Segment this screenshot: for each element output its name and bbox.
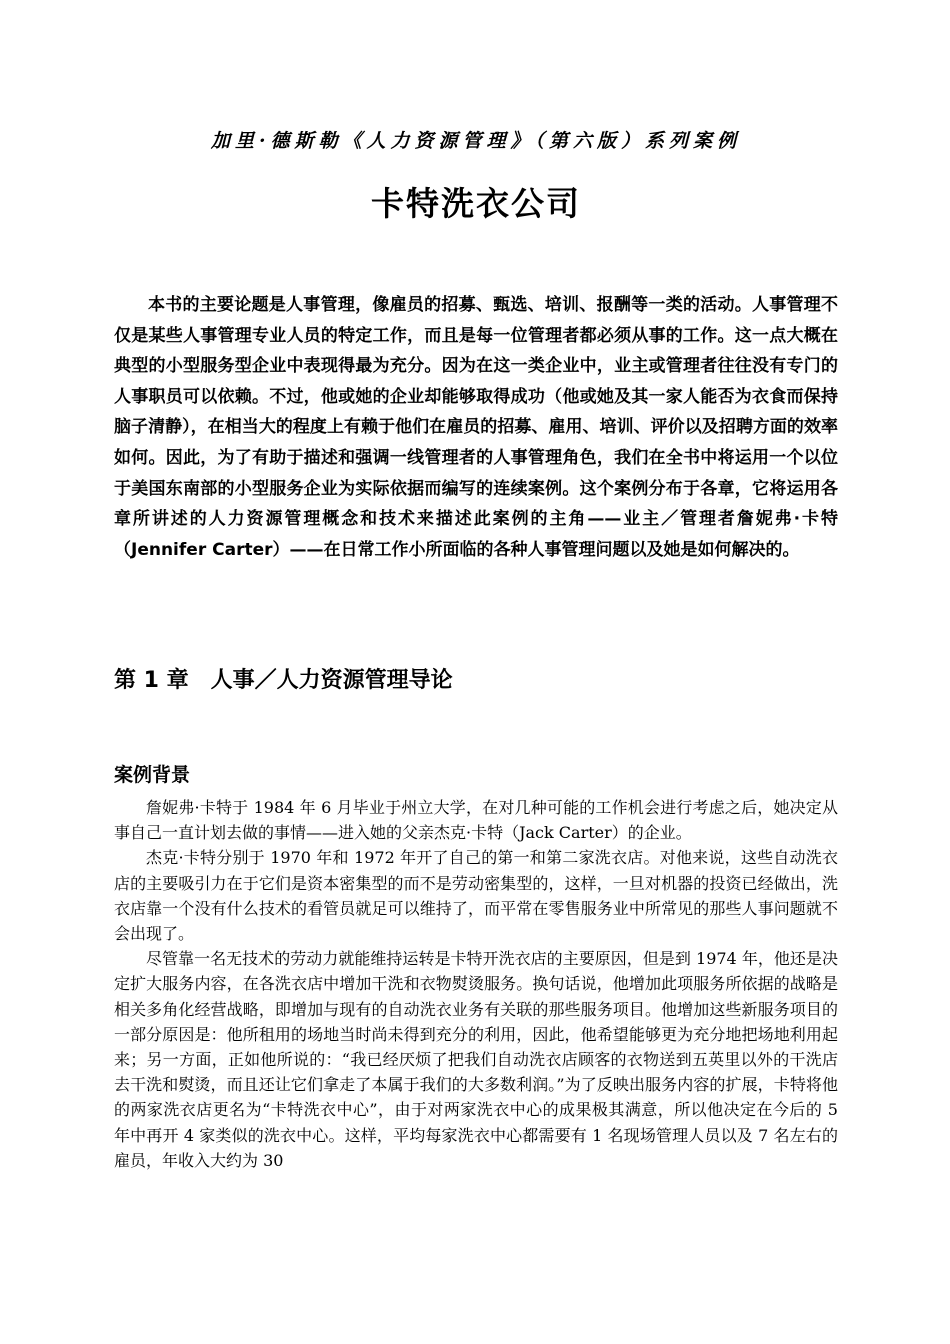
case-title: 卡特洗衣公司: [371, 184, 581, 223]
body-paragraph: 詹妮弗·卡特于 1984 年 6 月毕业于州立大学，在对几种可能的工作机会进行考虑之后，她决定从事自己一直计划去做的事情——进入她的父亲杰克·卡特（Jack Carter）的企业。: [114, 798, 838, 843]
body-paragraph: 杰克·卡特分别于 1970 年和 1972 年开了自己的第一和第二家洗衣店。对他来说，这些自动洗衣店的主要吸引力在于它们是资本密集型的而不是劳动密集型的，这样，一旦对机器的投资已经做出，洗衣店靠一个没有什么技术的看管员就足可以维持了，而平常在零售服务业中所常见的那些人事问题就不会出现了。: [114, 848, 838, 944]
body-paragraph: 尽管靠一名无技术的劳动力就能维持运转是卡特开洗衣店的主要原因，但是到 1974 年，他还是决定扩大服务内容，在各洗衣店中增加干洗和衣物熨烫服务。换句话说，他增加此项服务所依据的战略是相关多角化经营战略，即增加与现有的自动洗衣业务有关联的那些服务项目。他增加这些新服务项目的一部分原因是：他所租用的场地当时尚未得到充分的利用，因此，他希望能够更为充分地把场地利用起来；另一方面，正如他所说的：“我已经厌烦了把我们自动洗衣店顾客的衣物送到五英里以外的干洗店去干洗和熨烫，而且还让它们拿走了本属于我们的大多数利润。”为了反映出服务内容的扩展，卡特将他的两家洗衣店更名为“卡特洗衣中心”，由于对两家洗衣中心的成果极其满意，所以他决定在今后的 5 年中再开 4 家类似的洗衣中心。这样，平均每家洗衣中心都需要有 1 名现场管理人员以及 7 名左右的雇员，年收入大约为 30: [114, 949, 838, 1170]
section-heading: 案例背景: [114, 764, 191, 786]
chapter-heading: 第 1 章 人事／人力资源管理导论: [114, 668, 453, 693]
series-title: 加里·德斯勒《人力资源管理》（第六版）系列案例: [210, 130, 742, 152]
intro-paragraph: 本书的主要论题是人事管理，像雇员的招募、甄选、培训、报酬等一类的活动。人事管理不仅是某些人事管理专业人员的特定工作，而且是每一位管理者都必须从事的工作。这一点大概在典型的小型服务型企业中表现得最为充分。因为在这一类企业中，业主或管理者往往没有专门的人事职员可以依赖。不过，他或她的企业却能够取得成功（他或她及其一家人能否为衣食而保持脑子清静），在相当大的程度上有赖于他们在雇员的招募、雇用、培训、评价以及招聘方面的效率如何。因此，为了有助于描述和强调一线管理者的人事管理角色，我们在全书中将运用一个以位于美国东南部的小型服务企业为实际依据而编写的连续案例。这个案例分布于各章，它将运用各章所讲述的人力资源管理概念和技术来描述此案例的主角——业主／管理者詹妮弗·卡特（Jennifer Carter）——在日常工作小所面临的各种人事管理问题以及她是如何解决的。: [114, 295, 838, 560]
body-text: [114, 795, 838, 1173]
